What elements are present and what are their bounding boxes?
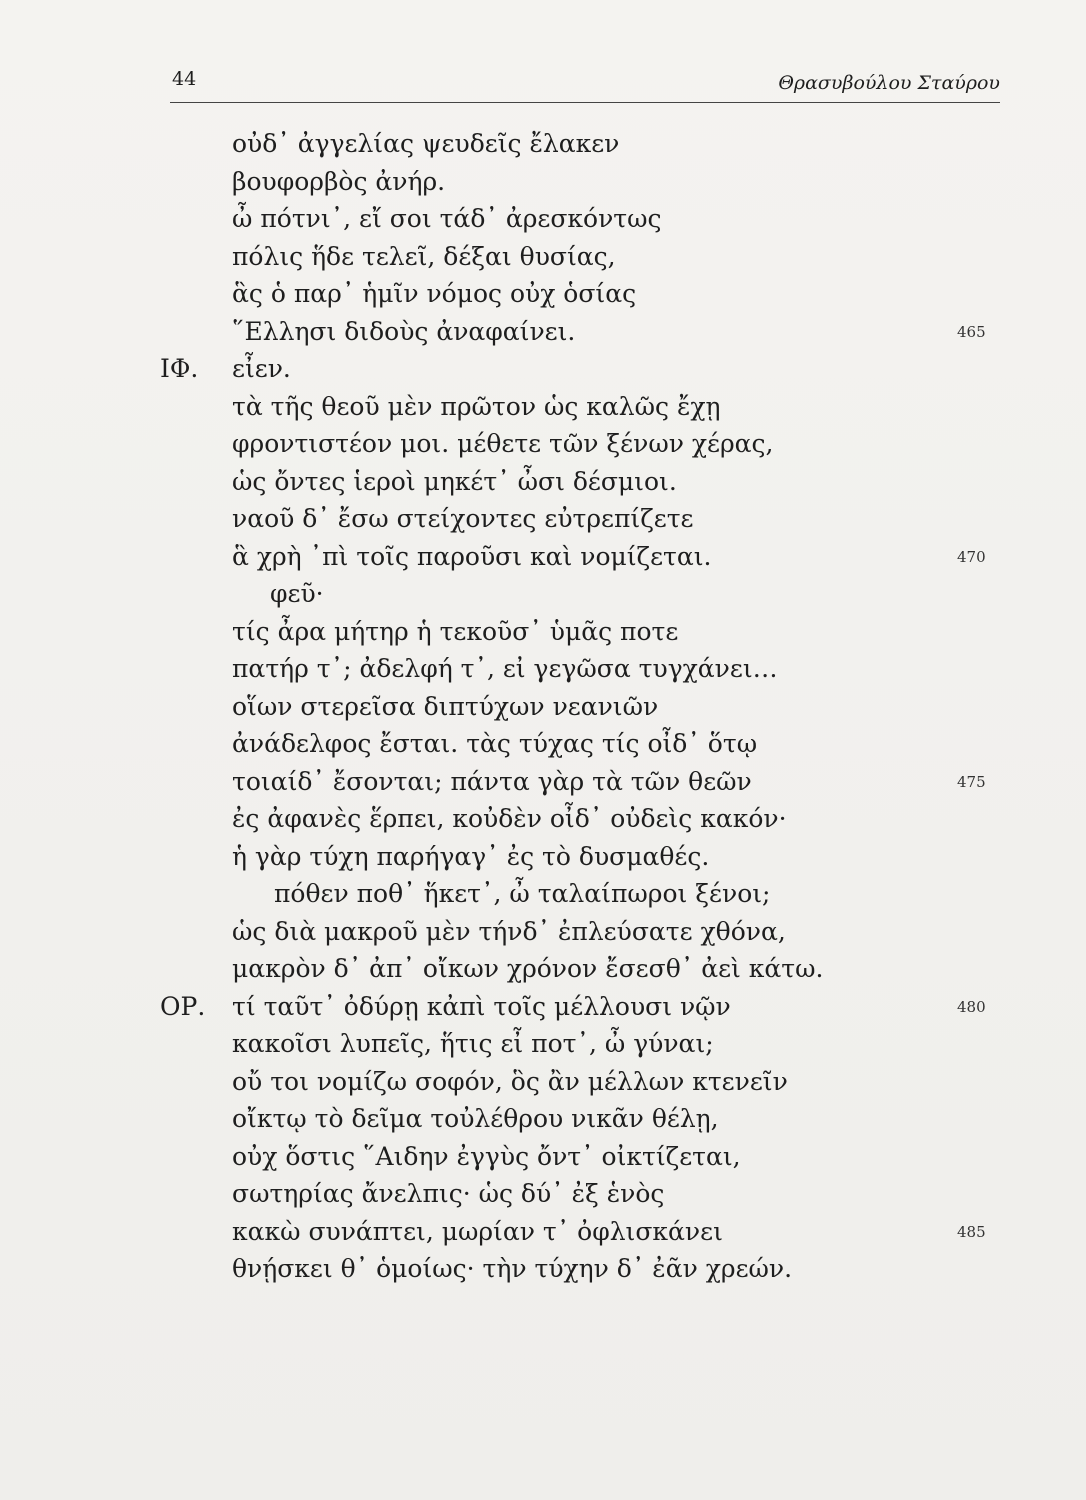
- verse-line-text: πόθεν ποθ᾽ ἥκετ᾽, ὦ ταλαίπωροι ξένοι;: [274, 879, 771, 908]
- verse-line: [232, 238, 872, 276]
- verse-line: [160, 350, 872, 388]
- verse-line: [232, 875, 872, 913]
- verse-line-text: ὦ πότνι᾽, εἴ σοι τάδ᾽ ἀρεσκόντως: [232, 204, 662, 233]
- speaker-label: ΟΡ.: [160, 991, 206, 1021]
- verse-line: [232, 688, 872, 726]
- verse-line-text: ἡ γὰρ τύχη παρήγαγ᾽ ἐς τὸ δυσμαθές.: [232, 841, 710, 871]
- verse-line-text: οὐχ ὅστις ῞Αιδην ἐγγὺς ὄντ᾽ οἰκτίζεται,: [232, 1141, 741, 1171]
- verse-line-text: ὡς ὄντες ἱεροὶ μηκέτ᾽ ὦσι δέσμιοι.: [232, 466, 677, 496]
- line-number: 485: [957, 1222, 986, 1241]
- verse-line: [232, 650, 872, 688]
- running-title: Θρασυβούλου Σταύρου: [778, 72, 1000, 94]
- verse-line: [232, 800, 872, 838]
- verse-line-text: βουφορβὸς ἀνήρ.: [232, 166, 446, 196]
- verse-line-text: πόλις ἥδε τελεῖ, δέξαι θυσίας,: [232, 241, 616, 271]
- verse-line: [232, 125, 872, 163]
- verse-line: [160, 988, 872, 1026]
- line-number: 475: [957, 772, 986, 791]
- verse-line-text: τὰ τῆς θεοῦ μὲν πρῶτον ὡς καλῶς ἔχῃ: [232, 391, 721, 421]
- page-header: [170, 62, 1000, 103]
- verse-line: [232, 575, 872, 613]
- verse-line: [232, 838, 872, 876]
- verse-line: [232, 463, 872, 501]
- verse-line: [232, 763, 872, 801]
- verse-line: [232, 313, 872, 351]
- verse-line-text: εἶεν.: [232, 354, 291, 383]
- verse-line: [232, 388, 872, 426]
- verse-line-text: ἐς ἀφανὲς ἕρπει, κοὐδὲν οἶδ᾽ οὐδεὶς κακόν·: [232, 804, 787, 833]
- verse-line-text: πατήρ τ᾽; ἀδελφή τ᾽, εἰ γεγῶσα τυγχάνει…: [232, 654, 778, 683]
- verse-line-text: ἃς ὁ παρ᾽ ἡμῖν νόμος οὐχ ὁσίας: [232, 279, 637, 308]
- verse-line-text: φεῦ·: [270, 579, 324, 608]
- verse-line: [232, 275, 872, 313]
- verse-line-text: μακρὸν δ᾽ ἀπ᾽ οἴκων χρόνον ἔσεσθ᾽ ἀεὶ κάτω.: [232, 954, 824, 983]
- verse-line: [232, 913, 872, 951]
- speaker-label: ΙΦ.: [160, 354, 199, 383]
- verse-line-text: κακὼ συνάπτει, μωρίαν τ᾽ ὀφλισκάνει: [232, 1216, 723, 1246]
- verse-line-text: οἴκτῳ τὸ δεῖμα τοὐλέθρου νικᾶν θέλῃ,: [232, 1104, 719, 1133]
- verse-line-text: ὡς διὰ μακροῦ μὲν τήνδ᾽ ἐπλεύσατε χθόνα,: [232, 916, 786, 946]
- line-number: 470: [957, 547, 986, 566]
- line-number: 480: [957, 997, 986, 1016]
- verse-line: [232, 163, 872, 201]
- verse-line-text: ναοῦ δ᾽ ἔσω στείχοντες εὐτρεπίζετε: [232, 504, 694, 533]
- verse-line-text: ἃ χρὴ ᾽πὶ τοῖς παροῦσι καὶ νομίζεται.: [232, 541, 712, 571]
- verse-line: [232, 200, 872, 238]
- verse-line-text: οὐδ᾽ ἀγγελίας ψευδεῖς ἔλακεν: [232, 129, 620, 158]
- verse-line-text: ἀνάδελφος ἔσται. τὰς τύχας τίς οἶδ᾽ ὅτῳ: [232, 729, 758, 758]
- verse-line: [232, 538, 872, 576]
- verse-line-text: οὔ τοι νομίζω σοφόν, ὃς ἂν μέλλων κτενεῖν: [232, 1066, 788, 1096]
- verse-text: [160, 125, 872, 1288]
- verse-line: [232, 1138, 872, 1176]
- verse-line-text: κακοῖσι λυπεῖς, ἥτις εἶ ποτ᾽, ὦ γύναι;: [232, 1029, 714, 1058]
- verse-line-text: θνῄσκει θ᾽ ὁμοίως· τὴν τύχην δ᾽ ἐᾶν χρεών.: [232, 1254, 793, 1283]
- line-number: 465: [957, 322, 986, 341]
- verse-line: [232, 1100, 872, 1138]
- verse-line-text: φροντιστέον μοι. μέθετε τῶν ξένων χέρας,: [232, 429, 774, 458]
- verse-line: [232, 1175, 872, 1213]
- verse-line: [232, 1213, 872, 1251]
- verse-line: [232, 613, 872, 651]
- verse-line-text: σωτηρίας ἄνελπις· ὡς δύ᾽ ἐξ ἑνὸς: [232, 1179, 665, 1208]
- verse-line: [232, 425, 872, 463]
- verse-line: [232, 1025, 872, 1063]
- verse-line-text: τί ταῦτ᾽ ὀδύρῃ κἀπὶ τοῖς μέλλουσι νῷν: [232, 991, 731, 1021]
- verse-line: [232, 950, 872, 988]
- verse-line: [232, 1063, 872, 1101]
- page-number: 44: [172, 68, 197, 90]
- verse-line: [232, 1250, 872, 1288]
- verse-line-text: τοιαίδ᾽ ἔσονται; πάντα γὰρ τὰ τῶν θεῶν: [232, 766, 752, 796]
- verse-line: [232, 725, 872, 763]
- verse-line-text: τίς ἆρα μήτηρ ἡ τεκοῦσ᾽ ὑμᾶς ποτε: [232, 616, 679, 646]
- verse-line-text: ῞Ελλησι διδοὺς ἀναφαίνει.: [232, 316, 576, 346]
- verse-line-text: οἵων στερεῖσα διπτύχων νεανιῶν: [232, 691, 659, 721]
- verse-line: [232, 500, 872, 538]
